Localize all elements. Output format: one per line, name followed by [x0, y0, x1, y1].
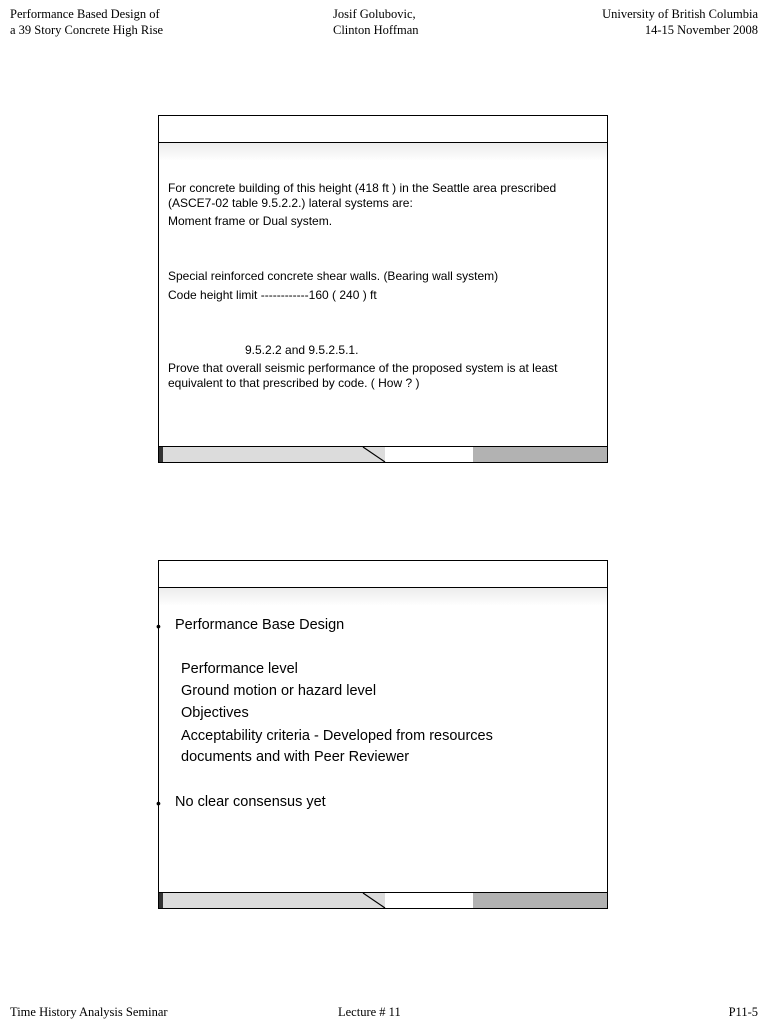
footer-slash-decoration	[359, 446, 389, 463]
header-author-2: Clinton Hoffman	[333, 23, 419, 37]
footer-lecture-number: Lecture # 11	[338, 1005, 401, 1019]
slide1-para1-line1: For concrete building of this height (418 ft ) in the Seattle area prescribed	[168, 181, 557, 195]
footer-page-number: P11-5	[728, 1005, 758, 1019]
slide1-para3-line2: equivalent to that prescribed by code. ( How ? )	[168, 376, 420, 390]
title-shadow	[159, 588, 607, 606]
slide2-item-1: Performance level	[181, 661, 298, 677]
slide-title-bar	[159, 561, 607, 588]
slide2-bullet-1: Performance Base Design	[175, 617, 345, 633]
bullet-icon: •	[156, 795, 161, 811]
slide2-item-4: Acceptability criteria - Developed from resources	[181, 728, 493, 744]
slide1-para3-line1: Prove that overall seismic performance of the proposed system is at least	[168, 361, 558, 375]
slide1-para1-line2: (ASCE7-02 table 9.5.2.2.) lateral systems are:	[168, 196, 413, 210]
slide2-item-2: Ground motion or hazard level	[181, 683, 377, 699]
slide2-bullet-2: No clear consensus yet	[175, 794, 326, 810]
slide-1	[158, 115, 608, 463]
slide-2	[158, 560, 608, 909]
header-institution: University of British Columbia	[602, 7, 758, 21]
slide1-para2-line2: Code height limit ------------160 ( 240 ) ft	[168, 288, 377, 302]
header-author-1: Josif Golubovic,	[333, 7, 416, 21]
slide2-item-5: documents and with Peer Reviewer	[181, 749, 410, 765]
slide-footer-bar	[159, 446, 607, 462]
slide-title-bar	[159, 116, 607, 143]
header-doc-title-line1: Performance Based Design of	[10, 7, 160, 21]
slide1-code-references: 9.5.2.2 and 9.5.2.5.1.	[245, 343, 359, 357]
header-right	[602, 6, 758, 38]
slide-footer-bar	[159, 892, 607, 908]
header-doc-title-line2: a 39 Story Concrete High Rise	[10, 23, 164, 37]
header-center	[333, 6, 419, 38]
slide1-para2-line1: Special reinforced concrete shear walls. (Bearing wall system)	[168, 269, 499, 283]
header-date: 14-15 November 2008	[644, 23, 758, 37]
bullet-icon: •	[156, 618, 161, 634]
title-shadow	[159, 143, 607, 161]
slide1-para1-line3: Moment frame or Dual system.	[168, 214, 333, 228]
footer-seminar-name: Time History Analysis Seminar	[10, 1005, 168, 1019]
footer-slash-decoration	[359, 892, 389, 909]
slide2-item-3: Objectives	[181, 705, 249, 721]
header-left	[10, 6, 163, 38]
